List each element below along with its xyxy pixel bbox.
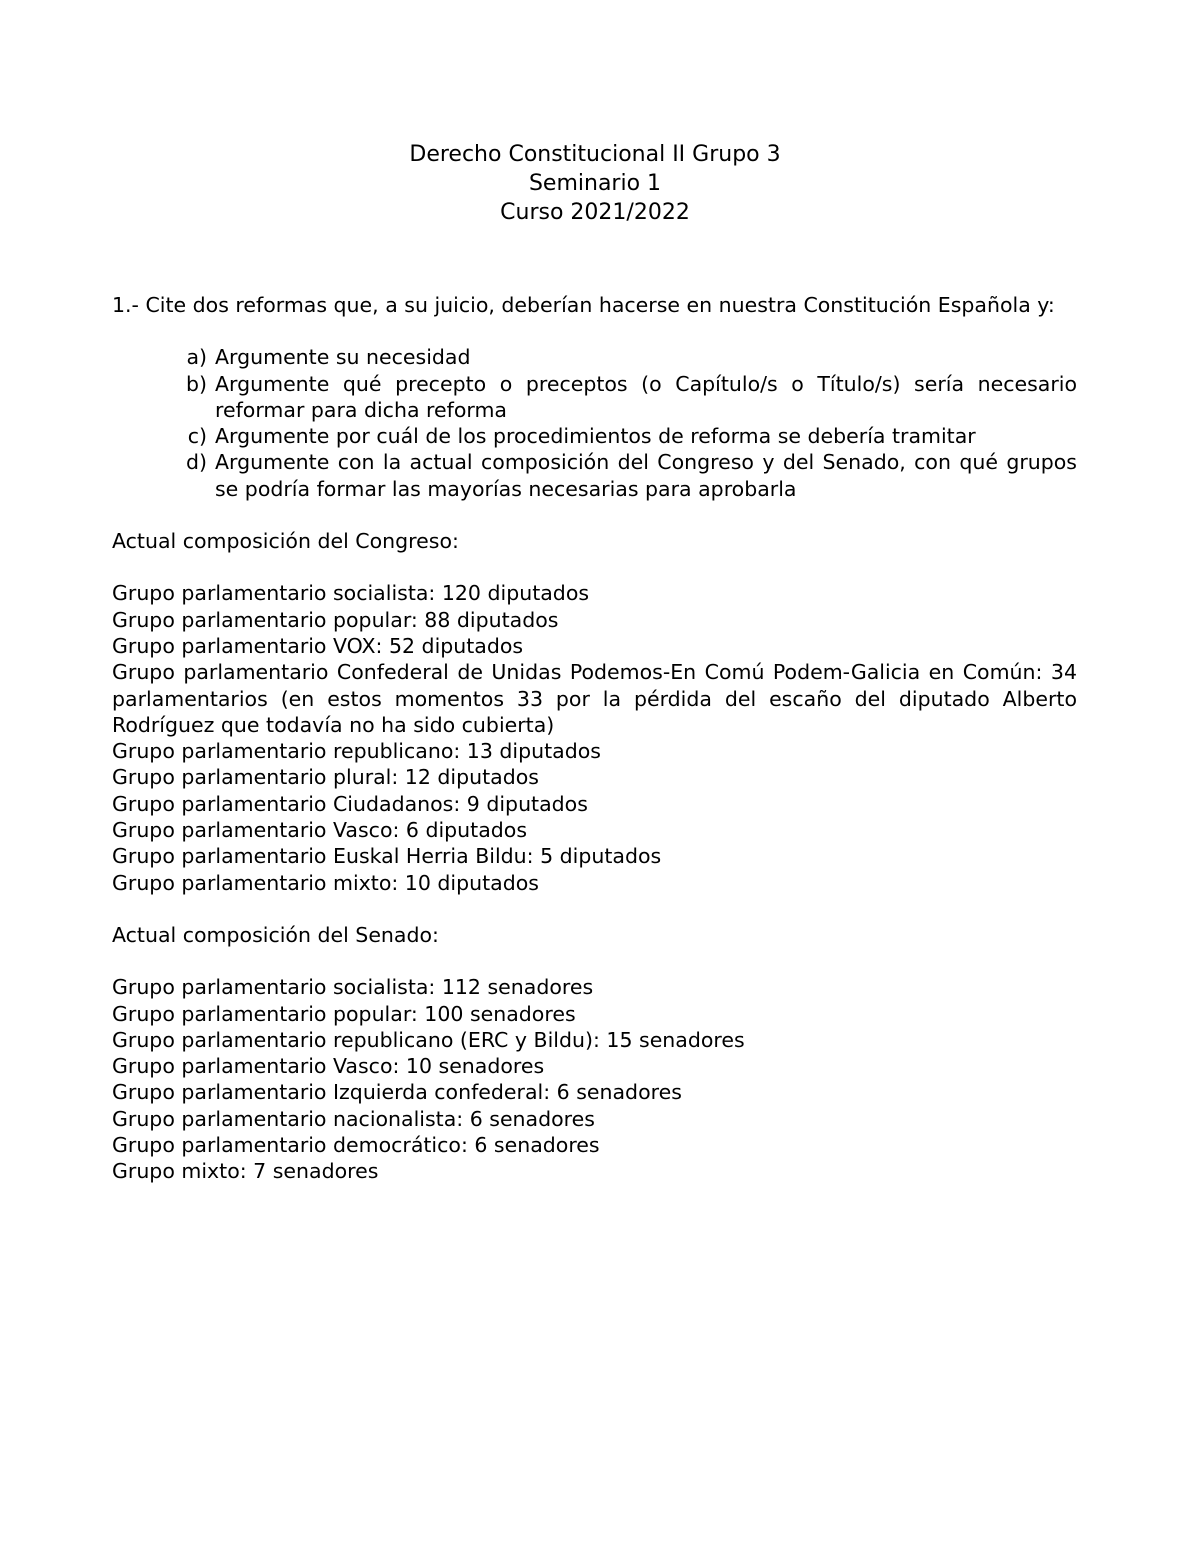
question-item — [112, 371, 1077, 424]
document-body — [112, 292, 1077, 1185]
list-item: Grupo mixto: 7 senadores — [112, 1159, 379, 1184]
seminar-title: Seminario 1 — [528, 171, 662, 196]
list-item: Grupo parlamentario Euskal Herria Bildu: 5 diputados — [112, 844, 662, 869]
item-letter: a) — [186, 345, 207, 370]
list-item: Grupo parlamentario republicano: 13 diputados — [112, 739, 601, 764]
academic-year: Curso 2021/2022 — [500, 200, 690, 225]
congreso-heading: Actual composición del Congreso: — [112, 529, 459, 554]
list-item: Grupo parlamentario Confederal de Unidas Podemos-En Comú Podem-Galicia en Común: 34 parlamentarios (en estos momentos 33 por la pérdida del escaño del diputado Alberto Rodríguez que todavía no ha sido cubierta) — [112, 660, 1077, 737]
list-item: Grupo parlamentario plural: 12 diputados — [112, 765, 539, 790]
item-letter: d) — [185, 450, 207, 475]
question-item — [112, 449, 1077, 502]
list-item: Grupo parlamentario popular: 100 senadores — [112, 1001, 576, 1026]
list-item: Grupo parlamentario VOX: 52 diputados — [112, 633, 524, 658]
question-items — [112, 344, 1077, 502]
senado-group-list — [112, 974, 1077, 1184]
question-item — [112, 344, 1077, 370]
list-item: Grupo parlamentario Izquierda confederal: 6 senadores — [112, 1080, 682, 1105]
list-item: Grupo parlamentario democrático: 6 senadores — [112, 1133, 600, 1158]
list-item: Grupo parlamentario nacionalista: 6 senadores — [112, 1106, 595, 1131]
item-text: Argumente su necesidad — [215, 345, 471, 370]
item-letter: c) — [187, 424, 207, 449]
list-item: Grupo parlamentario popular: 88 diputados — [112, 607, 559, 632]
question-text: 1.- Cite dos reformas que, a su juicio, deberían hacerse en nuestra Constitución Española y: — [112, 293, 1055, 317]
item-text: Argumente por cuál de los procedimientos de reforma se debería tramitar — [215, 424, 976, 449]
list-item: Grupo parlamentario Vasco: 6 diputados — [112, 818, 528, 843]
list-item: Grupo parlamentario mixto: 10 diputados — [112, 870, 539, 895]
senado-heading: Actual composición del Senado: — [112, 922, 439, 947]
document-header — [0, 140, 1190, 227]
list-item: Grupo parlamentario republicano (ERC y Bildu): 15 senadores — [112, 1027, 745, 1052]
question-item — [112, 423, 1077, 449]
item-text: Argumente qué precepto o preceptos (o Capítulo/s o Título/s) sería necesario reformar para dicha reforma — [215, 371, 1077, 422]
course-title: Derecho Constitucional II Grupo 3 — [409, 142, 781, 167]
congreso-group-list — [112, 580, 1077, 896]
list-item: Grupo parlamentario socialista: 120 diputados — [112, 581, 590, 606]
list-item: Grupo parlamentario Vasco: 10 senadores — [112, 1054, 545, 1079]
list-item: Grupo parlamentario Ciudadanos: 9 diputados — [112, 791, 588, 816]
item-letter: b) — [185, 371, 207, 396]
list-item: Grupo parlamentario socialista: 112 senadores — [112, 975, 594, 1000]
item-text: Argumente con la actual composición del Congreso y del Senado, con qué grupos se podría formar las mayorías necesarias para aprobarla — [215, 450, 1077, 501]
